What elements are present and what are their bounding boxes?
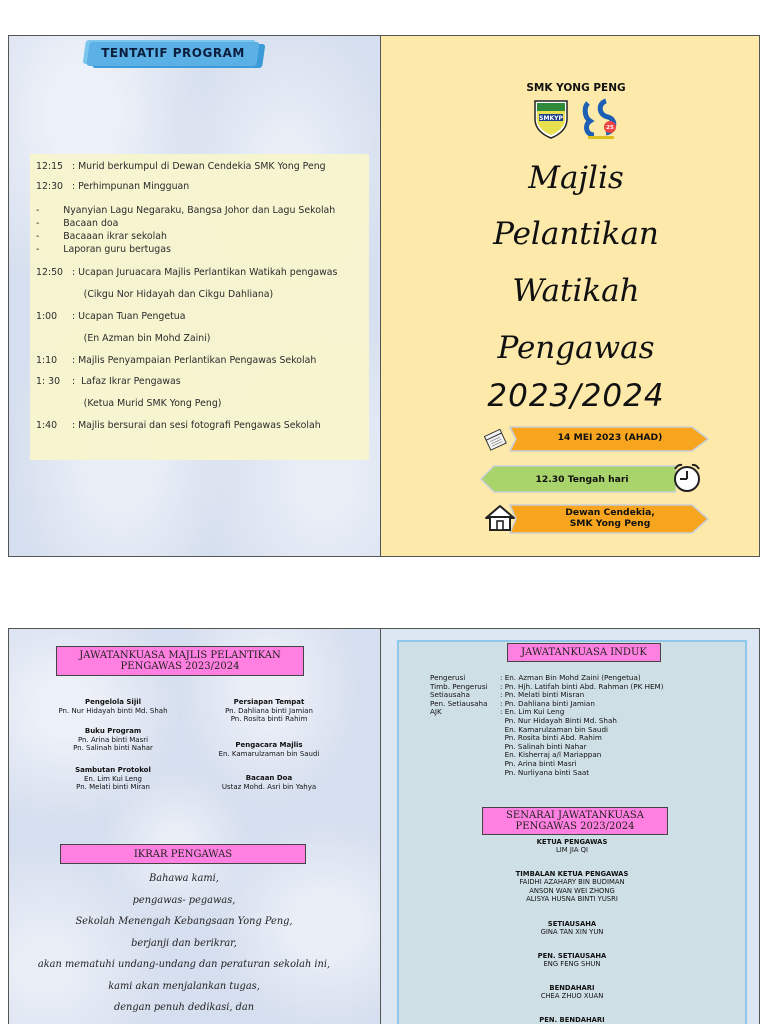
senarai-role: BENDAHARI (549, 984, 595, 992)
program-item: 12:30 : Perhimpunan Mingguan (36, 181, 190, 192)
senarai-group (482, 920, 662, 937)
committee-role (38, 727, 188, 753)
induk-name: Pn. Rosita binti Abd. Rahim (500, 733, 602, 743)
committee-member: Pn. Nur Hidayah binti Md. Shah (58, 706, 168, 715)
committee-member: Pn. Salinah binti Nahar (73, 744, 153, 752)
title-line-2: Pelantikan (493, 216, 659, 252)
senarai-group (482, 984, 662, 1001)
svg-text:SMKYP: SMKYP (539, 115, 563, 122)
senarai-role: SETIAUSAHA (547, 920, 597, 928)
ikrar-line: Sekolah Menengah Kebangsaan Yong Peng, (75, 916, 293, 927)
program-item: 1:00 : Ucapan Tuan Pengetua (36, 311, 186, 322)
committee-role (194, 698, 344, 724)
senarai-role: PEN. SETIAUSAHA (537, 952, 607, 960)
senarai-member: ENG FENG SHUN (543, 960, 601, 969)
committee-member: En. Kamarulzaman bin Saudi (218, 749, 320, 758)
program-item: - Nyanyian Lagu Negaraku, Bangsa Johor dan Lagu Sekolah (36, 205, 336, 216)
induk-name: : Pn. Melati binti Misran (500, 690, 585, 700)
tentatif-title: TENTATIF PROGRAM (101, 46, 245, 60)
senarai-member: ANSON WAN WEI ZHONG (529, 886, 615, 895)
senarai-member: ALISYA HUSNA BINTI YUSRI (526, 894, 618, 903)
induk-name: Pn. Salinah binti Nahar (500, 741, 587, 751)
committee-member: Pn. Melati binti Miran (76, 783, 150, 791)
ikrar-line: pengawas- pegawas, (132, 894, 236, 906)
senarai-member: FAIDHI AZAHARY BIN BUDIMAN (519, 878, 625, 887)
calendar-icon (484, 428, 508, 452)
committee-member: Ustaz Mohd. Asri bin Yahya (221, 782, 317, 791)
program-item: - Bacaaan ikrar sekolah (36, 231, 167, 242)
senarai-member: CHEA ZHUO XUAN (540, 992, 604, 1001)
induk-name: : Pn. Hjh. Latifah binti Abd. Rahman (PK HEM) (500, 681, 664, 691)
ikrar-title: IKRAR PENGAWAS (60, 844, 306, 864)
title-year: 2023/2024 (487, 378, 665, 414)
induk-name: Pn. Nur Hidayah Binti Md. Shah (500, 716, 617, 725)
program-schedule (30, 154, 369, 460)
ikrar-line: kami akan menjalankan tugas, (108, 980, 260, 992)
senarai-title: SENARAI JAWATANKUASA PENGAWAS 2023/2024 (482, 807, 668, 835)
program-item: 1:40 : Majlis bersurai dan sesi fotografi Pengawas Sekolah (36, 420, 321, 431)
committee-role-title: Sambutan Protokol (75, 766, 151, 774)
senarai-role: TIMBALAN KETUA PENGAWAS (515, 870, 629, 878)
senarai-group (482, 870, 662, 903)
event-date: 14 MEI 2023 (AHAD) (557, 432, 663, 443)
induk-name: En. Kamarulzaman bin Saudi (500, 724, 609, 734)
program-item: 12:50 : Ucapan Juruacara Majlis Perlantikan Watikah pengawas (36, 267, 338, 278)
senarai-group (482, 838, 662, 855)
ikrar-line: Bahawa kami, (149, 873, 219, 884)
venue-line-1: Dewan Cendekia, (565, 507, 655, 518)
committee-role (194, 741, 344, 758)
ikrar-line: dengan penuh dedikasi, dan (113, 1002, 255, 1013)
svg-text:25: 25 (606, 125, 614, 131)
senarai-group (482, 1016, 662, 1024)
event-time: 12.30 Tengah hari (535, 474, 629, 485)
program-item: (En Azman bin Mohd Zaini) (36, 333, 211, 344)
committee-member: Pn. Dahliana binti Jamian (225, 706, 313, 715)
home-icon (483, 503, 517, 533)
committee-role-title: Persiapan Tempat (233, 698, 305, 706)
senarai-role: PEN. BENDAHARI (539, 1016, 605, 1024)
program-item: 12:15 : Murid berkumpul di Dewan Cendekia SMK Yong Peng (36, 161, 326, 172)
senarai-member: GINA TAN XIN YUN (540, 928, 604, 937)
senarai-member: LIM JIA QI (556, 846, 588, 855)
committee-role-title: Bacaan Doa (245, 774, 293, 782)
committee-member: Pn. Arina binti Masri (77, 735, 149, 744)
anniversary-logo-icon (580, 97, 620, 141)
induk-role: Timb. Pengerusi (430, 681, 488, 691)
program-item: (Cikgu Nor Hidayah dan Cikgu Dahliana) (36, 289, 274, 300)
program-item: (Ketua Murid SMK Yong Peng) (36, 398, 222, 409)
school-logo-icon (531, 97, 571, 139)
program-item: - Bacaan doa (36, 218, 119, 229)
committee-role (38, 698, 188, 715)
event-venue (520, 507, 700, 529)
title-line-4: Pengawas (497, 330, 655, 366)
induk-name: : En. Azman Bin Mohd Zaini (Pengetua) (500, 673, 641, 682)
program-item: 1: 30 : Lafaz Ikrar Pengawas (36, 376, 181, 387)
committee-member: En. Lim Kui Leng (83, 774, 142, 783)
induk-role: AJK (430, 707, 442, 717)
induk-title: JAWATANKUASA INDUK (507, 643, 661, 662)
ikrar-line: akan mematuhi undang-undang dan peraturan sekolah ini, (37, 959, 331, 970)
induk-role: Pen. Setiausaha (430, 698, 488, 708)
program-item: - Laporan guru bertugas (36, 244, 171, 255)
induk-name: Pn. Nurliyana binti Saat (500, 767, 590, 777)
ikrar-line: berjanji dan berikrar, (131, 937, 237, 949)
induk-name: En. Kisherraj a/l Mariappan (500, 750, 602, 760)
committee-role (194, 774, 344, 791)
committee-role-title: Pengelola Sijil (84, 698, 142, 706)
title-line-3: Watikah (512, 273, 640, 309)
committee-role-title: Buku Program (84, 727, 142, 735)
program-item: 1:10 : Majlis Penyampaian Perlantikan Pengawas Sekolah (36, 355, 317, 366)
induk-role: Pengerusi (430, 673, 466, 682)
senarai-group (482, 952, 662, 969)
school-name: SMK YONG PENG (526, 82, 626, 94)
induk-role: Setiausaha (430, 690, 470, 700)
committee-member: Pn. Rosita binti Rahim (230, 715, 308, 723)
venue-line-2: SMK Yong Peng (569, 518, 651, 529)
induk-name: Pn. Arina binti Masri (500, 759, 577, 768)
senarai-role: KETUA PENGAWAS (536, 838, 608, 846)
induk-name: : En. Lim Kui Leng (500, 707, 565, 717)
committee-role (38, 766, 188, 792)
alarm-clock-icon (670, 461, 704, 495)
committee-title: JAWATANKUASA MAJLIS PELANTIKAN PENGAWAS 2023/2024 (56, 646, 304, 676)
induk-name: : Pn. Dahliana binti Jamian (500, 698, 595, 708)
committee-role-title: Pengacara Majlis (235, 741, 303, 749)
title-line-1: Majlis (528, 160, 624, 196)
